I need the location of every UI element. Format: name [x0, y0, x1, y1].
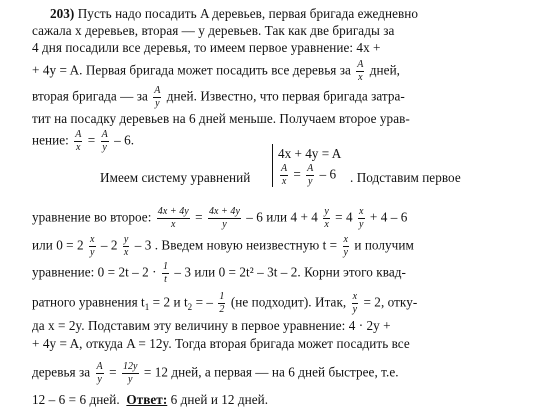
line-12-text-a: ратного уравнения t	[32, 294, 145, 310]
fraction-numerator: A	[154, 85, 161, 96]
line-16	[32, 392, 268, 408]
line-5-text-a: вторая бригада — за	[32, 88, 148, 104]
line-9: уравнение во второе: $\frac{4x + 4y}{x}$ = $\frac{4x + 4y}{y}$ – 6 или 4 + 4 $\frac{y}{x}$ = 4 $\frac{x}{y}$ + 4 – 6	[32, 206, 408, 230]
line-7-text-b: – 6.	[114, 132, 135, 148]
fraction-a-over-x	[356, 60, 364, 83]
fraction-numerator: x	[90, 234, 95, 245]
line-9-text-b: – 6 или	[246, 209, 288, 225]
line-11-text-b: – 3 или 0 = 2t² – 3t – 2. Корни этого квад-	[174, 264, 406, 280]
fraction-numerator: x	[359, 206, 364, 217]
fraction-denominator: 2	[219, 304, 225, 315]
line-5	[32, 86, 405, 109]
fraction-a-over-y	[96, 362, 104, 385]
line-12-text-c: = –	[192, 294, 214, 310]
fraction-numerator: 1	[219, 291, 225, 302]
answer-text: 6 дней и 12 дней.	[167, 392, 269, 407]
line-4-text-b: дней,	[369, 62, 401, 78]
equation-system	[272, 144, 341, 187]
fraction-denominator: y	[127, 374, 133, 385]
line-9-text-c: 4 + 4	[290, 209, 318, 225]
fraction-y-over-x	[323, 207, 330, 230]
fraction-denominator: y	[90, 247, 95, 258]
line-16-text-a: 12 – 6 = 6 дней.	[32, 392, 120, 407]
line-15	[32, 362, 399, 385]
fraction-denominator: x	[171, 219, 176, 230]
answer-label: Ответ:	[126, 392, 168, 407]
line-10	[32, 235, 414, 258]
subscript-1: 1	[144, 302, 150, 313]
line-1-text: Пусть надо посадить A деревьев, первая бригада ежедневно	[77, 6, 419, 21]
line-5-text-b: дней. Известно, что первая бригада затра-	[166, 88, 405, 104]
fraction-x-over-y	[358, 207, 365, 230]
fraction-denominator: x	[123, 247, 129, 258]
fraction-denominator: y	[97, 374, 102, 385]
fraction-denominator: y	[222, 219, 227, 230]
system-row-2-tail: – 6	[319, 166, 337, 182]
system-row-2: $\frac{A}{x}$ = $\frac{A}{y}$ – 6	[281, 163, 337, 187]
line-9-text-e: + 4 – 6	[369, 209, 408, 225]
line-10-text-a: или 0 = 2	[32, 237, 84, 253]
fraction-a-over-y	[306, 164, 314, 187]
line-7-text-a: нение:	[32, 132, 69, 148]
fraction-numerator: y	[324, 206, 329, 217]
line-3: 4 дня посадили все деревья, то имеем первое уравнение: 4x +	[32, 40, 381, 55]
line-7: нение: $\frac{A}{x}$ = $\frac{A}{y}$ – 6.	[32, 129, 135, 153]
line-10-text-c: – 3 . Введем новую неизвестную t =	[134, 237, 338, 253]
line-1	[50, 6, 418, 22]
fraction-numerator: A	[281, 163, 288, 174]
fraction-numerator: 12y	[122, 361, 138, 372]
fraction-denominator: y	[343, 247, 349, 258]
fraction-one-over-t	[162, 262, 169, 285]
fraction-numerator: A	[75, 129, 82, 140]
fraction-denominator: t	[164, 274, 167, 285]
fraction-numerator: y	[123, 234, 129, 245]
fraction-denominator: x	[76, 142, 81, 153]
subscript-2: 2	[187, 302, 193, 313]
problem-number: 203)	[50, 6, 75, 21]
line-14: + 4y = A, откуда A = 12y. Тогда вторая бригада может посадить все	[32, 336, 410, 351]
fraction-numerator: x	[343, 234, 349, 245]
fraction-y-over-x	[123, 235, 130, 258]
fraction-denominator: y	[102, 142, 107, 153]
line-4-text-a: + 4y = A. Первая бригада может посадить все деревья за	[32, 62, 351, 78]
line-12-text-b: = 2 и t	[149, 294, 188, 310]
fraction-sum-over-x	[157, 207, 190, 230]
line-12-text-d: (не подходит). Итак,	[230, 294, 347, 310]
line-15-text-a: деревья за	[32, 364, 91, 380]
line-12-text-e: = 2, отку-	[363, 294, 418, 310]
fraction-denominator: y	[155, 98, 160, 109]
fraction-a-over-y	[101, 130, 109, 153]
line-15-text-b: =	[109, 364, 117, 380]
line-13: да x = 2y. Подставим эту величину в первое уравнение: 4 · 2y +	[32, 318, 391, 333]
fraction-numerator: A	[307, 163, 314, 174]
line-11-text-a: уравнение: 0 = 2t – 2 ·	[32, 264, 157, 280]
fraction-denominator: y	[352, 304, 358, 315]
fraction-one-over-two	[218, 292, 225, 315]
fraction-x-over-y	[343, 235, 350, 258]
fraction-denominator: y	[307, 176, 313, 187]
line-12	[32, 292, 417, 315]
fraction-12y-over-y	[122, 362, 139, 385]
fraction-numerator: 4x + 4y	[157, 206, 189, 217]
line-2: сажала x деревьев, вторая — y деревьев. Так как две бригады за	[32, 23, 395, 38]
line-11	[32, 262, 406, 285]
line-8-text-a: Имеем систему уравнений	[100, 170, 251, 185]
fraction-numerator: A	[96, 361, 103, 372]
fraction-x-over-y	[352, 292, 359, 315]
fraction-sum-over-y	[208, 207, 241, 230]
system-row-1: 4x + 4y = A	[278, 146, 342, 161]
fraction-numerator: x	[352, 291, 358, 302]
fraction-a-over-x	[280, 164, 288, 187]
fraction-denominator: x	[358, 72, 363, 83]
fraction-numerator: A	[101, 129, 108, 140]
line-10-text-b: – 2	[100, 237, 118, 253]
fraction-denominator: x	[324, 219, 329, 230]
line-9-text-a: уравнение во второе:	[32, 209, 152, 225]
line-6: тит на посадку деревьев на 6 дней меньше. Получаем второе урав-	[32, 111, 410, 126]
fraction-numerator: A	[357, 59, 364, 70]
fraction-a-over-y	[153, 86, 161, 109]
line-15-text-c: = 12 дней, а первая — на 6 дней быстрее, т.е.	[143, 364, 399, 380]
fraction-denominator: x	[281, 176, 287, 187]
fraction-numerator: 1	[162, 261, 169, 272]
fraction-x-over-y	[89, 235, 96, 258]
line-4	[32, 60, 400, 83]
line-8-text-b: . Подставим первое	[350, 170, 461, 185]
fraction-denominator: y	[359, 219, 364, 230]
fraction-numerator: 4x + 4y	[208, 206, 240, 217]
line-10-text-d: и получим	[354, 237, 414, 253]
fraction-a-over-x	[74, 130, 82, 153]
line-9-text-d: = 4	[335, 209, 353, 225]
